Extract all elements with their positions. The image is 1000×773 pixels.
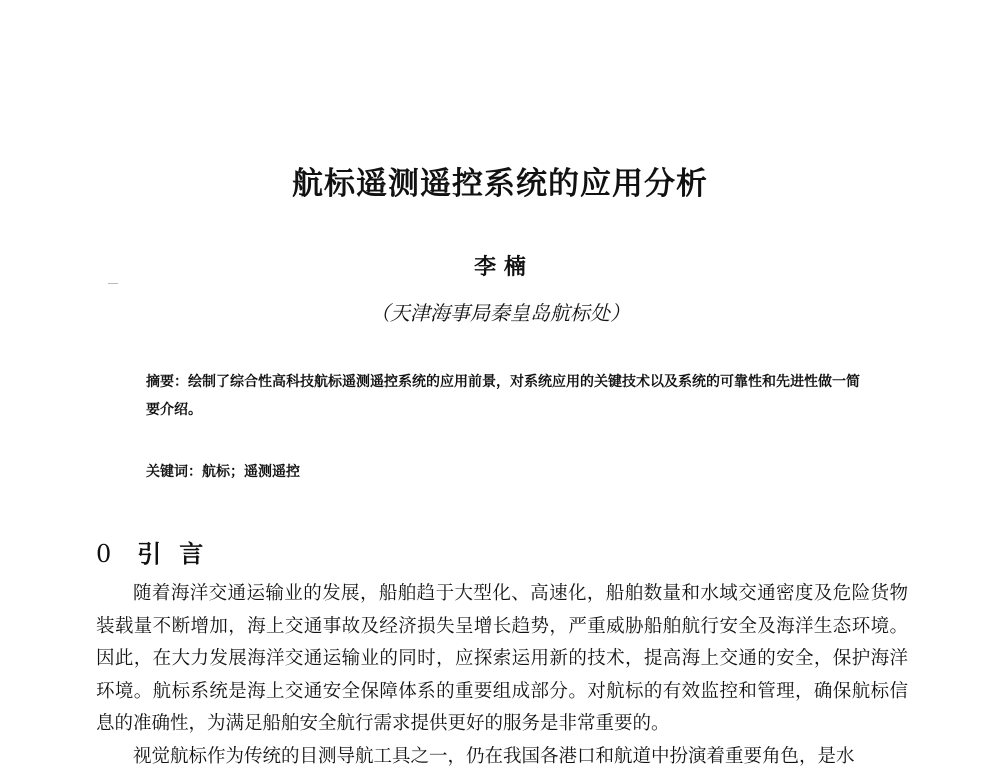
paragraph-1: 随着海洋交通运输业的发展，船舶趋于大型化、高速化，船舶数量和水域交通密度及危险货物装载量不断增加，海上交通事故及经济损失呈增长趋势，严重威胁船舶航行安全及海洋生态环境。因此，在大力发展海洋交通运输业的同时，应探索运用新的技术，提高海上交通的安全，保护海洋环境。航标系统是海上交通安全保障体系的重要组成部分。对航标的有效监控和管理，确保航标信息的准确性，为满足船舶安全航行需求提供更好的服务是非常重要的。 [96, 578, 908, 741]
section-heading [96, 534, 221, 569]
body-text [96, 578, 908, 773]
section-number: 0 [96, 540, 111, 568]
section-title: 引言 [137, 540, 221, 568]
paragraph-2: 视觉航标作为传统的目测导航工具之一，仍在我国各港口和航道中扮演着重要角色，是水 [96, 741, 908, 773]
author-affiliation: （天津海事局秦皇岛航标处） [0, 297, 1000, 326]
paper-title: 航标遥测遥控系统的应用分析 [0, 158, 1000, 203]
scan-artifact [108, 283, 118, 284]
author-name: 李 楠 [0, 250, 1000, 281]
keywords: 关键词：航标；遥测遥控 [146, 458, 866, 486]
abstract: 摘要：绘制了综合性高科技航标遥测遥控系统的应用前景，对系统应用的关键技术以及系统的可靠性和先进性做一简要介绍。 [146, 368, 866, 424]
